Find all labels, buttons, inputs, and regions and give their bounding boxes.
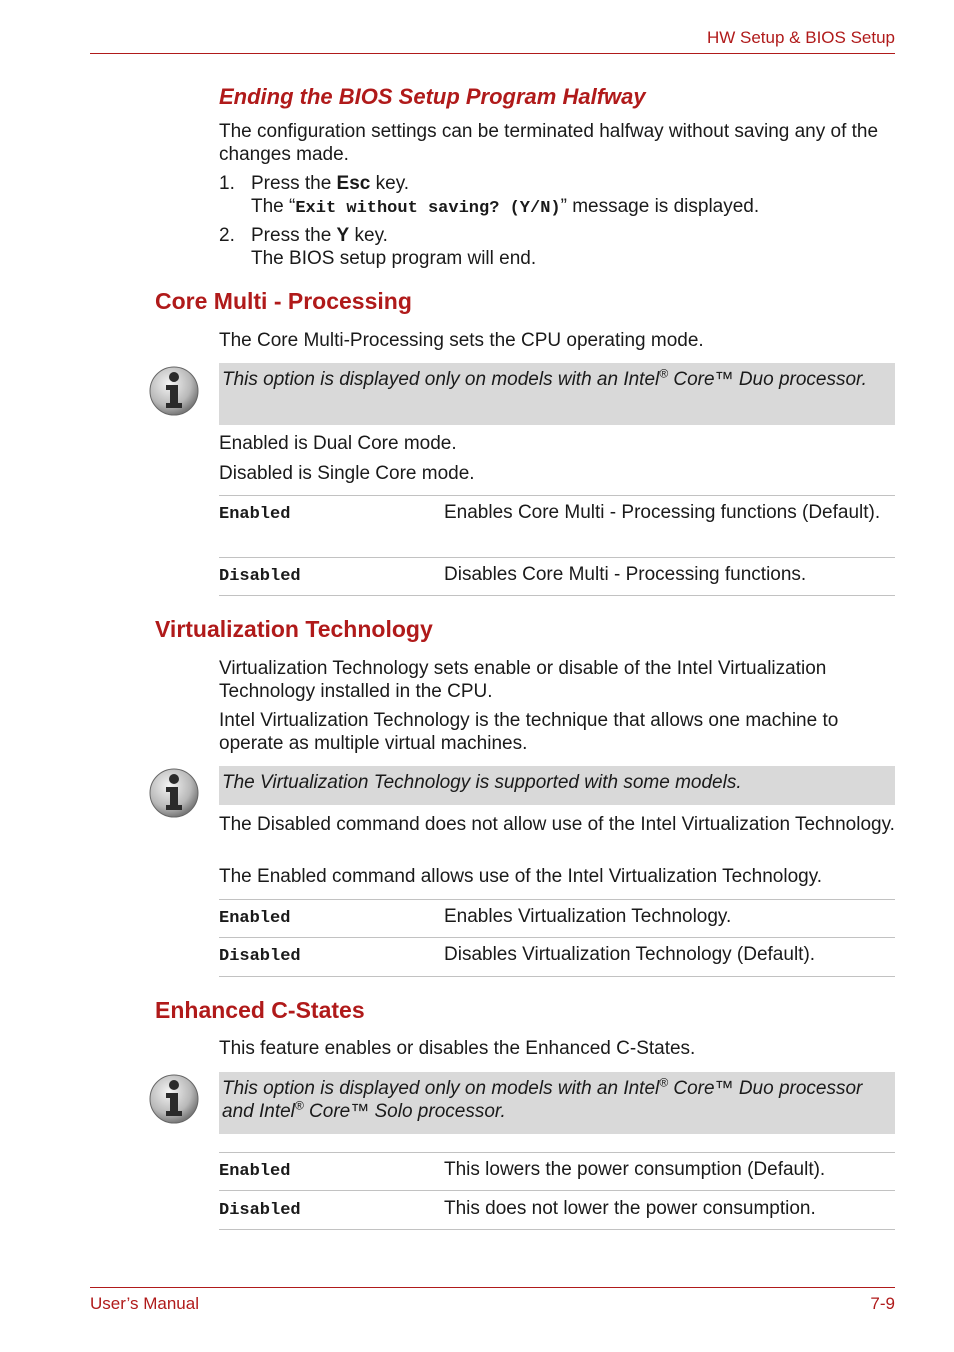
- step-2-post: key.: [349, 225, 388, 246]
- table-rule: [219, 595, 895, 596]
- virtualization-desc-2: Intel Virtualization Technology is the technique that allows one machine to operate as multiple virtual machines.: [219, 710, 839, 754]
- table-key-enabled: Enabled: [219, 505, 291, 524]
- table-key-disabled: Disabled: [219, 947, 301, 966]
- table-rule: [219, 937, 895, 938]
- virtualization-desc-1: Virtualization Technology sets enable or disable of the Intel Virtualization Technology installed in the CPU.: [219, 658, 827, 702]
- table-value: Enables Virtualization Technology.: [444, 906, 732, 927]
- table-key-disabled: Disabled: [219, 567, 301, 586]
- core-multi-line1: Enabled is Dual Core mode.: [219, 433, 457, 454]
- registered-mark: ®: [659, 366, 669, 381]
- step-1-post: key.: [370, 173, 410, 194]
- table-value: Disables Core Multi - Processing functions.: [444, 564, 807, 585]
- note-core-multi: [219, 363, 895, 425]
- footer-manual-title: User’s Manual: [90, 1294, 199, 1313]
- table-rule: [219, 1190, 895, 1191]
- virtualization-line1: The Disabled command does not allow use of the Intel Virtualization Technology.: [219, 814, 895, 835]
- footer-rule: [90, 1287, 895, 1288]
- table-rule: [219, 557, 895, 558]
- footer-page-number: 7-9: [870, 1294, 895, 1313]
- registered-mark: ®: [659, 1075, 669, 1090]
- note-text: Core™ Duo processor.: [668, 369, 867, 390]
- table-value: This does not lower the power consumption.: [444, 1198, 816, 1219]
- table-rule: [219, 1152, 895, 1153]
- exit-message-code: Exit without saving? (Y/N): [295, 199, 561, 218]
- y-key: Y: [336, 225, 350, 246]
- note-virtualization: [219, 766, 895, 805]
- step-1-pre: Press the: [251, 173, 337, 194]
- section-title-core-multi: Core Multi - Processing: [155, 288, 412, 314]
- info-icon: [148, 767, 200, 819]
- note-text: The Virtualization Technology is supported with some models.: [222, 772, 742, 793]
- core-multi-desc: The Core Multi-Processing sets the CPU operating mode.: [219, 330, 704, 351]
- section-title-cstates: Enhanced C-States: [155, 997, 365, 1023]
- core-multi-line2: Disabled is Single Core mode.: [219, 463, 475, 484]
- step-1-line2-pre: The “: [251, 196, 296, 217]
- note-text: This option is displayed only on models with an Intel: [222, 1078, 660, 1099]
- table-rule: [219, 976, 895, 977]
- table-rule: [219, 495, 895, 496]
- note-text: Core™ Duo processor and Intel: [222, 1078, 863, 1122]
- cstates-desc: This feature enables or disables the Enhanced C-States.: [219, 1038, 696, 1059]
- info-icon: [148, 1073, 200, 1125]
- info-icon: [148, 365, 200, 417]
- section-title-virtualization: Virtualization Technology: [155, 616, 433, 642]
- step-1-number: 1.: [219, 173, 235, 194]
- note-text: Core™ Solo processor.: [303, 1101, 506, 1122]
- subsection-heading-ending: Ending the BIOS Setup Program Halfway: [219, 84, 646, 109]
- virtualization-line2: The Enabled command allows use of the Intel Virtualization Technology.: [219, 866, 823, 887]
- step-1: [251, 172, 895, 220]
- table-key-enabled: Enabled: [219, 1162, 291, 1181]
- note-cstates: [219, 1072, 895, 1134]
- step-2-pre: Press the: [251, 225, 337, 246]
- registered-mark: ®: [294, 1098, 304, 1113]
- table-value: Disables Virtualization Technology (Default).: [444, 944, 816, 965]
- table-value: This lowers the power consumption (Default).: [444, 1159, 826, 1180]
- table-value: Enables Core Multi - Processing functions (Default).: [444, 502, 881, 523]
- step-2: [251, 224, 895, 270]
- table-rule: [219, 1229, 895, 1230]
- table-key-enabled: Enabled: [219, 909, 291, 928]
- page-header-title: HW Setup & BIOS Setup: [706, 28, 895, 47]
- header-rule: [90, 53, 895, 54]
- table-key-disabled: Disabled: [219, 1201, 301, 1220]
- step-2-line2: The BIOS setup program will end.: [251, 248, 537, 269]
- step-2-number: 2.: [219, 225, 235, 246]
- ending-intro: The configuration settings can be terminated halfway without saving any of the changes made.: [219, 121, 879, 165]
- note-text: This option is displayed only on models with an Intel: [222, 369, 660, 390]
- step-1-line2-post: ” message is displayed.: [560, 196, 760, 217]
- esc-key: Esc: [336, 173, 371, 194]
- table-rule: [219, 899, 895, 900]
